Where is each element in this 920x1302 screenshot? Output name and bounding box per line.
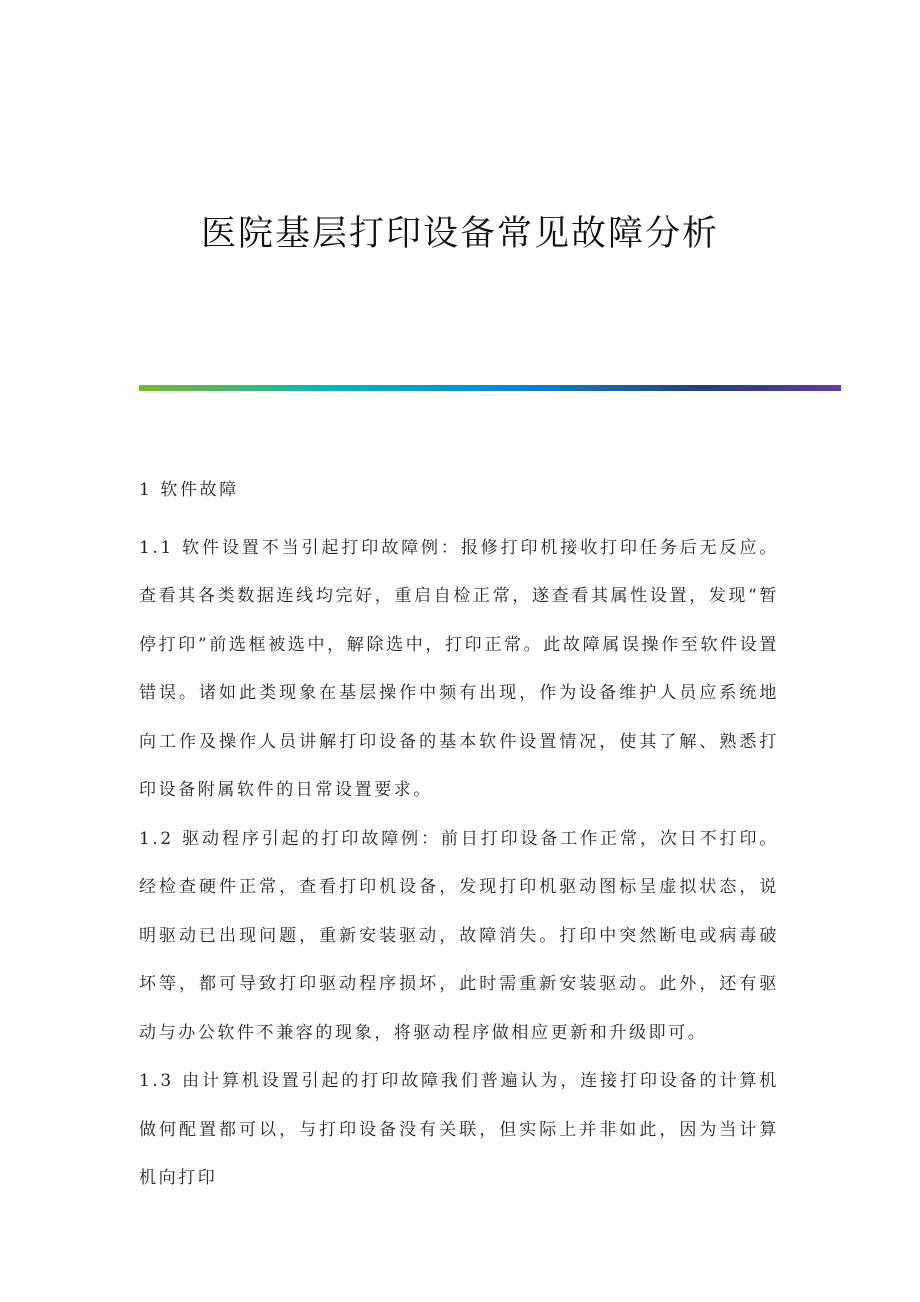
section-heading: 1 软件故障 (139, 480, 239, 500)
gradient-divider (139, 385, 841, 391)
paragraph-1-3: 1.3 由计算机设置引起的打印故障我们普遍认为，连接打印设备的计算机做何配置都可以，与打印设备没有关联，但实际上并非如此，因为当计算机向打印 (139, 1071, 779, 1188)
document-body (139, 466, 779, 1203)
document-title: 医院基层打印设备常见故障分析 (200, 214, 719, 254)
paragraph-1-2: 1.2 驱动程序引起的打印故障例：前日打印设备工作正常，次日不打印。经检查硬件正常，查看打印机设备，发现打印机驱动图标呈虚拟状态，说明驱动已出现问题，重新安装驱动，故障消失。打印中突然断电或病毒破坏等，都可导致打印驱动程序损坏，此时需重新安装驱动。此外，还有驱动与办公软件不兼容的现象，将驱动程序做相应更新和升级即可。 (139, 828, 779, 1043)
paragraph-1-1: 1.1 软件设置不当引起打印故障例：报修打印机接收打印任务后无反应。查看其各类数据连线均完好，重启自检正常，遂查看其属性设置，发现“暂停打印”前选框被选中，解除选中，打印正常。此故障属误操作至软件设置错误。诸如此类现象在基层操作中频有出现，作为设备维护人员应系统地向工作及操作人员讲解打印设备的基本软件设置情况，使其了解、熟悉打印设备附属软件的日常设置要求。 (139, 537, 779, 800)
